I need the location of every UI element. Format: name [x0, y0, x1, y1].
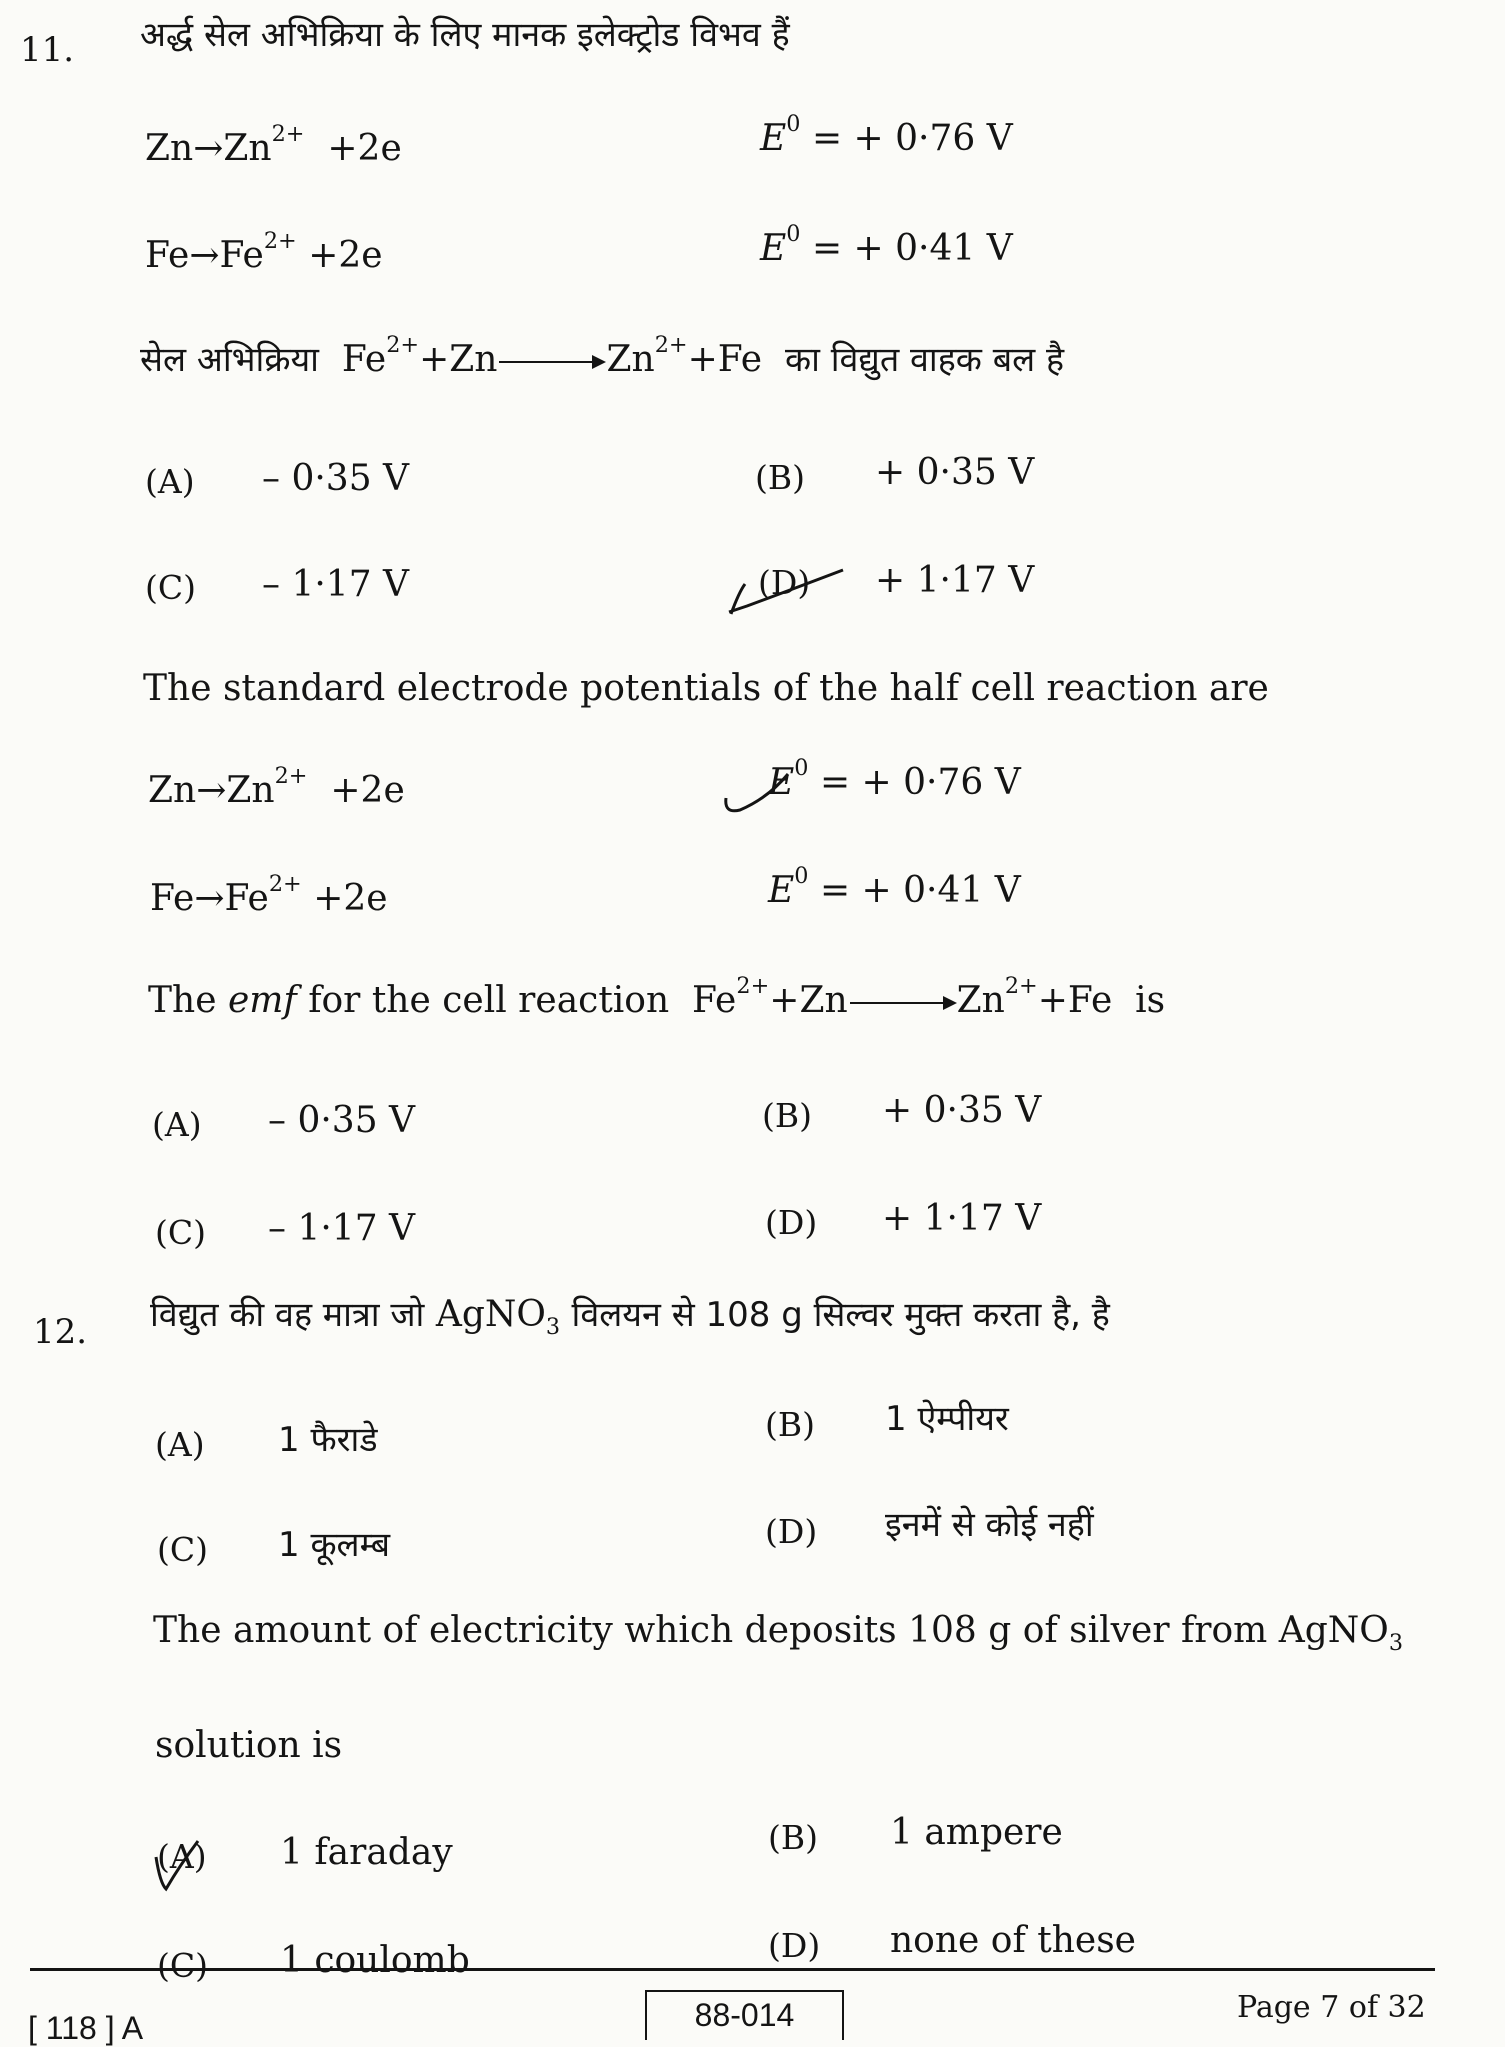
q12-hindi-stem: विद्युत की वह मात्रा जो AgNO$_3$ विलयन से 108 g सिल्वर मुक्त करता है, है: [150, 1294, 1110, 1340]
q11-hi-zn-half-reaction: $Zn\to Zn^{2+} +2e$: [145, 121, 402, 169]
q11-hi-option-d-value: + 1·17 V: [875, 560, 1035, 601]
q11-en-option-b-label: (B): [762, 1096, 812, 1135]
q12-hi-option-b-label: (B): [765, 1405, 815, 1444]
long-arrow-icon: [499, 361, 604, 363]
q12-hi-option-a-value: 1 फैराडे: [278, 1420, 378, 1460]
q11-en-option-c-value: – 1·17 V: [268, 1208, 416, 1249]
q11-en-option-d-label: (D): [765, 1203, 818, 1242]
pen-tick-mark-icon: [725, 562, 855, 622]
q11-hi-option-c-label: (C): [145, 568, 196, 607]
q11-hi-option-b-label: (B): [755, 458, 805, 497]
q12-en-option-b-label: (B): [768, 1818, 818, 1857]
q11-en-zn-half-reaction: $Zn\to Zn^{2+} +2e$: [148, 763, 405, 811]
pen-scribble-icon: [722, 768, 792, 820]
q11-en-zn-potential: $E^0$ = + 0·76 V: [768, 755, 1021, 803]
question-12-number: 12.: [33, 1312, 88, 1352]
q11-hi-cell-reaction-line: सेल अभिक्रिया $Fe^{2+}+Zn$ $Zn^{2+}+Fe$ का विद्युत वाहक बल है: [140, 332, 1065, 380]
q11-hi-option-a-label: (A): [145, 462, 195, 501]
q11-en-option-a-label: (A): [152, 1105, 202, 1144]
long-arrow-icon: [850, 1002, 955, 1004]
q11-en-option-d-value: + 1·17 V: [882, 1198, 1042, 1239]
q12-hi-option-c-value: 1 कूलम्ब: [278, 1525, 391, 1565]
q12-english-stem-line2: solution is: [155, 1725, 343, 1766]
q12-en-option-a-value: 1 faraday: [280, 1832, 453, 1873]
q12-en-option-b-value: 1 ampere: [890, 1812, 1063, 1853]
q11-hi-fe-half-reaction: $Fe\to Fe^{2+} +2e$: [145, 228, 383, 276]
q12-en-option-c-label: (C): [157, 1946, 208, 1985]
question-11-number: 11.: [20, 30, 75, 70]
q12-hi-option-c-label: (C): [157, 1530, 208, 1569]
q12-en-option-d-value: none of these: [890, 1920, 1136, 1961]
q11-hi-option-a-value: – 0·35 V: [262, 458, 410, 499]
q11-en-option-a-value: – 0·35 V: [268, 1100, 416, 1141]
q12-en-option-d-label: (D): [768, 1926, 821, 1965]
q11-en-fe-potential: $E^0$ = + 0·41 V: [768, 863, 1021, 911]
footer-code-box: 88-014: [645, 1990, 844, 2040]
q11-hi-fe-potential: $E^0$ = + 0·41 V: [760, 221, 1013, 269]
q11-hi-option-b-value: + 0·35 V: [875, 452, 1035, 493]
q12-hi-option-d-label: (D): [765, 1512, 818, 1551]
q12-en-option-c-value: 1 coulomb: [280, 1940, 470, 1981]
q12-hi-option-d-value: इनमें से कोई नहीं: [885, 1505, 1094, 1545]
q11-hi-zn-potential: $E^0$ = + 0·76 V: [760, 111, 1013, 159]
pen-tick-mark-icon: [150, 1835, 205, 1895]
footer-page-number: Page 7 of 32: [1237, 1990, 1426, 2025]
q11-hi-option-d-label: (D): [758, 563, 811, 602]
q11-en-option-c-label: (C): [155, 1213, 206, 1252]
q11-hindi-stem: अर्द्ध सेल अभिक्रिया के लिए मानक इलेक्ट्रोड विभव हैं: [140, 15, 790, 55]
q11-en-fe-half-reaction: $Fe\to Fe^{2+} +2e$: [150, 871, 388, 919]
q11-en-cell-reaction-line: The emf for the cell reaction $Fe^{2+}+Zn$ $Zn^{2+}+Fe$ is: [148, 973, 1166, 1021]
q12-english-stem: The amount of electricity which deposits 108 g of silver from AgNO$_3$: [153, 1610, 1404, 1656]
q12-hi-option-a-label: (A): [155, 1425, 205, 1464]
q11-hi-option-c-value: – 1·17 V: [262, 564, 410, 605]
q11-english-stem: The standard electrode potentials of the half cell reaction are: [143, 668, 1269, 709]
q11-en-option-b-value: + 0·35 V: [882, 1090, 1042, 1131]
footer-rule: [30, 1968, 1435, 1971]
q12-hi-option-b-value: 1 ऐम्पीयर: [885, 1399, 1009, 1439]
q12-en-option-a-label: (A): [157, 1837, 207, 1876]
footer-code-left: [ 118 ] A: [28, 2010, 144, 2046]
